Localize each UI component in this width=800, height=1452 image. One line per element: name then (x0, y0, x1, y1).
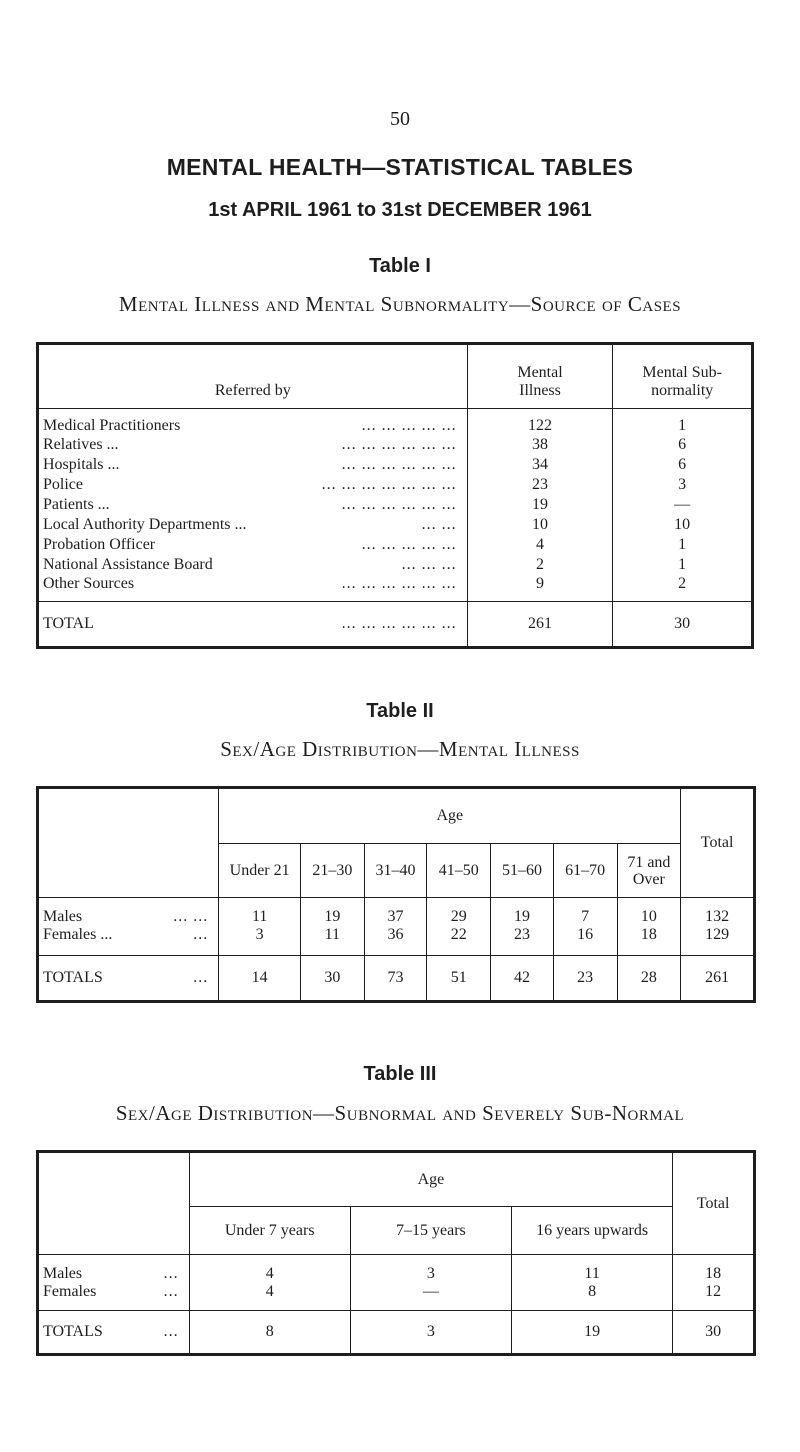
table2-caption: Sex/Age Distribution—Mental Illness (220, 737, 580, 761)
total-header: Total (673, 1152, 755, 1255)
cell-illness: 4 (467, 535, 613, 555)
cell-grand-total: 30 (673, 1311, 755, 1355)
age-group-header: 71 and Over (617, 844, 681, 898)
cell-illness: 2 (467, 555, 613, 575)
cell: 28 (617, 956, 681, 1002)
cell: 11 (511, 1255, 672, 1283)
cell: 36 (364, 926, 427, 956)
cell: 4 (189, 1283, 350, 1311)
row-label-females: Females ... (43, 1282, 179, 1300)
age-header: Age (219, 788, 681, 844)
page-number: 50 (390, 108, 410, 130)
cell-illness: 38 (467, 435, 613, 455)
cell: 19 (511, 1311, 672, 1355)
table-row-label: Hospitals ... ... ... ... ... ... ... (43, 455, 457, 473)
cell-illness: 9 (467, 575, 613, 602)
age-group-header: 16 years upwards (511, 1207, 672, 1255)
header-mental-subnormality: Mental Sub-normality (613, 344, 753, 409)
table2-sex-age-illness (36, 786, 756, 1003)
table-row-label: Patients ... ... ... ... ... ... ... (43, 495, 457, 513)
age-group-header: Under 7 years (189, 1207, 350, 1255)
table2-title: Table II (366, 700, 434, 722)
cell-total: 12 (673, 1283, 755, 1311)
page-title: MENTAL HEALTH—STATISTICAL TABLES (166, 154, 634, 180)
cell: 3 (350, 1311, 511, 1355)
row-label-males: Males ... (43, 1264, 179, 1282)
cell-illness: 34 (467, 455, 613, 475)
table-row-label: Relatives ... ... ... ... ... ... ... (43, 435, 457, 453)
cell-grand-total: 261 (681, 956, 755, 1002)
cell-total: 132 (681, 898, 755, 926)
cell: 19 (300, 898, 364, 926)
cell-total: 18 (673, 1255, 755, 1283)
header-referred-by: Referred by (38, 344, 468, 409)
cell-subnormality: 1 (613, 409, 753, 435)
blank-header (38, 788, 219, 898)
table-row-label: Local Authority Departments ... ... ... (43, 515, 457, 533)
cell: 18 (617, 926, 681, 956)
row-label-males: Males ... ... (43, 907, 209, 925)
table3-caption: Sex/Age Distribution—Subnormal and Severely Sub-Normal (115, 1101, 685, 1125)
table-row-label: Probation Officer ... ... ... ... ... (43, 535, 457, 553)
total-subnormality: 30 (613, 602, 753, 648)
age-header: Age (189, 1152, 673, 1207)
cell: 23 (491, 926, 554, 956)
cell: 4 (189, 1255, 350, 1283)
row-label-totals: TOTALS ... (38, 1311, 190, 1355)
cell: 7 (553, 898, 617, 926)
cell-subnormality: 3 (613, 475, 753, 495)
cell-subnormality: 6 (613, 435, 753, 455)
table1-title: Table I (369, 255, 431, 277)
cell: 8 (189, 1311, 350, 1355)
cell-subnormality: 10 (613, 515, 753, 535)
cell: 23 (553, 956, 617, 1002)
cell: 37 (364, 898, 427, 926)
header-mental-illness: Mental Illness (467, 344, 613, 409)
cell-illness: 19 (467, 495, 613, 515)
cell-illness: 10 (467, 515, 613, 535)
cell: 29 (427, 898, 491, 926)
age-group-header: 61–70 (553, 844, 617, 898)
age-group-header: 21–30 (300, 844, 364, 898)
table1-caption: Mental Illness and Mental Subnormality—Source of Cases (118, 292, 682, 316)
age-group-header: 31–40 (364, 844, 427, 898)
cell: 19 (491, 898, 554, 926)
cell: 10 (617, 898, 681, 926)
table3-sex-age-subnormal (36, 1150, 756, 1356)
cell: 3 (350, 1255, 511, 1283)
cell: 30 (300, 956, 364, 1002)
blank-header (38, 1152, 190, 1255)
cell: 51 (427, 956, 491, 1002)
table-total-label: TOTAL ... ... ... ... ... ... (38, 602, 468, 648)
cell: 42 (491, 956, 554, 1002)
cell-subnormality: 2 (613, 575, 753, 602)
total-header: Total (681, 788, 755, 898)
table3-title: Table III (363, 1063, 437, 1085)
cell: 3 (219, 926, 301, 956)
cell-illness: 122 (467, 409, 613, 435)
row-label-females: Females ... ... (43, 925, 209, 943)
age-group-header: 41–50 (427, 844, 491, 898)
cell-total: 129 (681, 926, 755, 956)
total-illness: 261 (467, 602, 613, 648)
age-group-header: Under 21 (219, 844, 301, 898)
cell: 14 (219, 956, 301, 1002)
cell: 16 (553, 926, 617, 956)
cell-subnormality: 1 (613, 555, 753, 575)
cell: — (350, 1283, 511, 1311)
cell-illness: 23 (467, 475, 613, 495)
table1-source-of-cases (36, 342, 754, 649)
cell: 73 (364, 956, 427, 1002)
cell-subnormality: — (613, 495, 753, 515)
table-row-label: Other Sources ... ... ... ... ... ... (43, 574, 457, 592)
table-row-label: Police ... ... ... ... ... ... ... (43, 475, 457, 493)
age-group-header: 51–60 (491, 844, 554, 898)
cell: 22 (427, 926, 491, 956)
cell-subnormality: 1 (613, 535, 753, 555)
table-row-label: Medical Practitioners ... ... ... ... ... (43, 416, 457, 434)
cell: 11 (300, 926, 364, 956)
cell: 8 (511, 1283, 672, 1311)
cell-subnormality: 6 (613, 455, 753, 475)
table-row-label: National Assistance Board ... ... ... (43, 555, 457, 573)
cell: 11 (219, 898, 301, 926)
row-label-totals: TOTALS ... (38, 956, 219, 1002)
page-subtitle: 1st APRIL 1961 to 31st DECEMBER 1961 (208, 199, 592, 221)
age-group-header: 7–15 years (350, 1207, 511, 1255)
